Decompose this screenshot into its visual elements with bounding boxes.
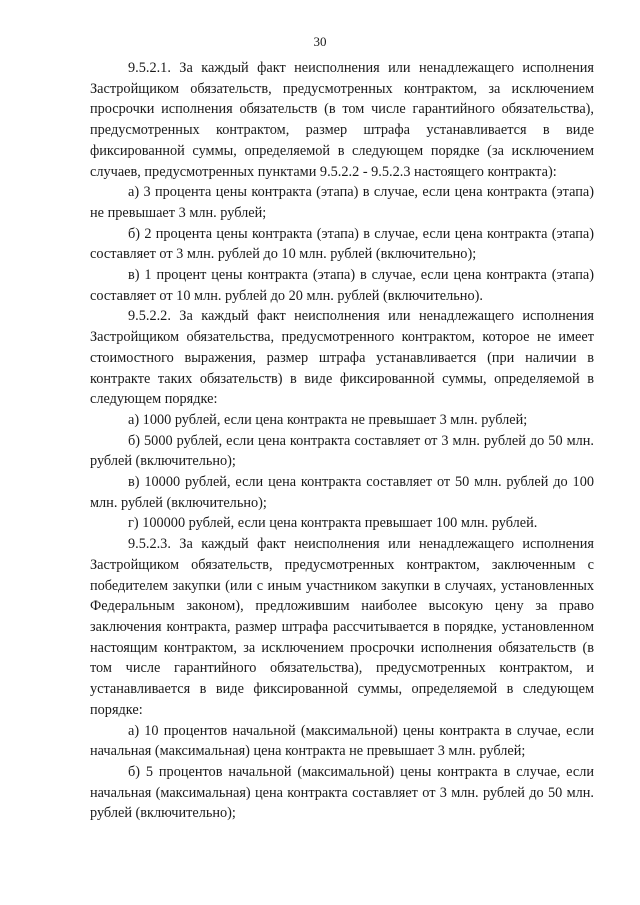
clause-9-5-2-2-item-g: г) 100000 рублей, если цена контракта превышает 100 млн. рублей. bbox=[128, 515, 538, 532]
clause-9-5-2-2-item-a: а) 1000 рублей, если цена контракта не превышает 3 млн. рублей; bbox=[128, 411, 528, 428]
clause-9-5-2-1-item-a: а) 3 процента цены контракта (этапа) в случае, если цена контракта (этапа) не превышает 3 млн. рублей; bbox=[90, 184, 594, 221]
clause-9-5-2-2-item-b: б) 5000 рублей, если цена контракта составляет от 3 млн. рублей до 50 млн. рублей (включительно); bbox=[90, 432, 594, 470]
clause-9-5-2-3: 9.5.2.3. За каждый факт неисполнения или ненадлежащего исполнения Застройщиком обязательств, предусмотренных контрактом, заключенным с победителем закупки (или с иным участником закупки в случаях, установленных Федеральным законом), предложившим наиболее высокую цену за право заключения контракта, размер штрафа рассчитывается в порядке, установленном настоящим контрактом, за исключением просрочки исполнения обязательств (в том числе гарантийного обязательства), предусмотренных контрактом, и устанавливается в виде фиксированной суммы, определяемой в следующем порядке: bbox=[90, 536, 594, 718]
document-body bbox=[90, 58, 594, 824]
clause-9-5-2-1-item-b: б) 2 процента цены контракта (этапа) в случае, если цена контракта (этапа) составляет от 3 млн. рублей до 10 млн. рублей (включительно); bbox=[90, 225, 594, 263]
clause-9-5-2-3-item-a: а) 10 процентов начальной (максимальной) цены контракта в случае, если начальная (максимальная) цена контракта не превышает 3 млн. рублей; bbox=[90, 722, 594, 760]
clause-9-5-2-2-item-v: в) 10000 рублей, если цена контракта составляет от 50 млн. рублей до 100 млн. рублей (включительно); bbox=[90, 474, 594, 511]
page-number: 30 bbox=[313, 34, 327, 49]
clause-9-5-2-1: 9.5.2.1. За каждый факт неисполнения или ненадлежащего исполнения Застройщиком обязательств, предусмотренных контрактом, за исключением просрочки исполнения обязательств (в том числе гарантийного обязательства), предусмотренных контрактом, размер штрафа устанавливается в виде фиксированной суммы, определяемой в следующем порядке (за исключением случаев, предусмотренных пунктами 9.5.2.2 - 9.5.2.3 настоящего контракта): bbox=[90, 60, 594, 180]
clause-9-5-2-1-item-v: в) 1 процент цены контракта (этапа) в случае, если цена контракта (этапа) составляет от 10 млн. рублей до 20 млн. рублей (включительно). bbox=[90, 267, 594, 304]
clause-9-5-2-3-item-b: б) 5 процентов начальной (максимальной) цены контракта в случае, если начальная (максимальная) цена контракта составляет от 3 млн. рублей до 50 млн. рублей (включительно); bbox=[90, 763, 594, 822]
clause-9-5-2-2: 9.5.2.2. За каждый факт неисполнения или ненадлежащего исполнения Застройщиком обязательства, предусмотренного контрактом, которое не имеет стоимостного выражения, размер штрафа устанавливается (при наличии в контракте таких обязательств) в виде фиксированной суммы, определяемой в следующем порядке: bbox=[90, 308, 594, 408]
